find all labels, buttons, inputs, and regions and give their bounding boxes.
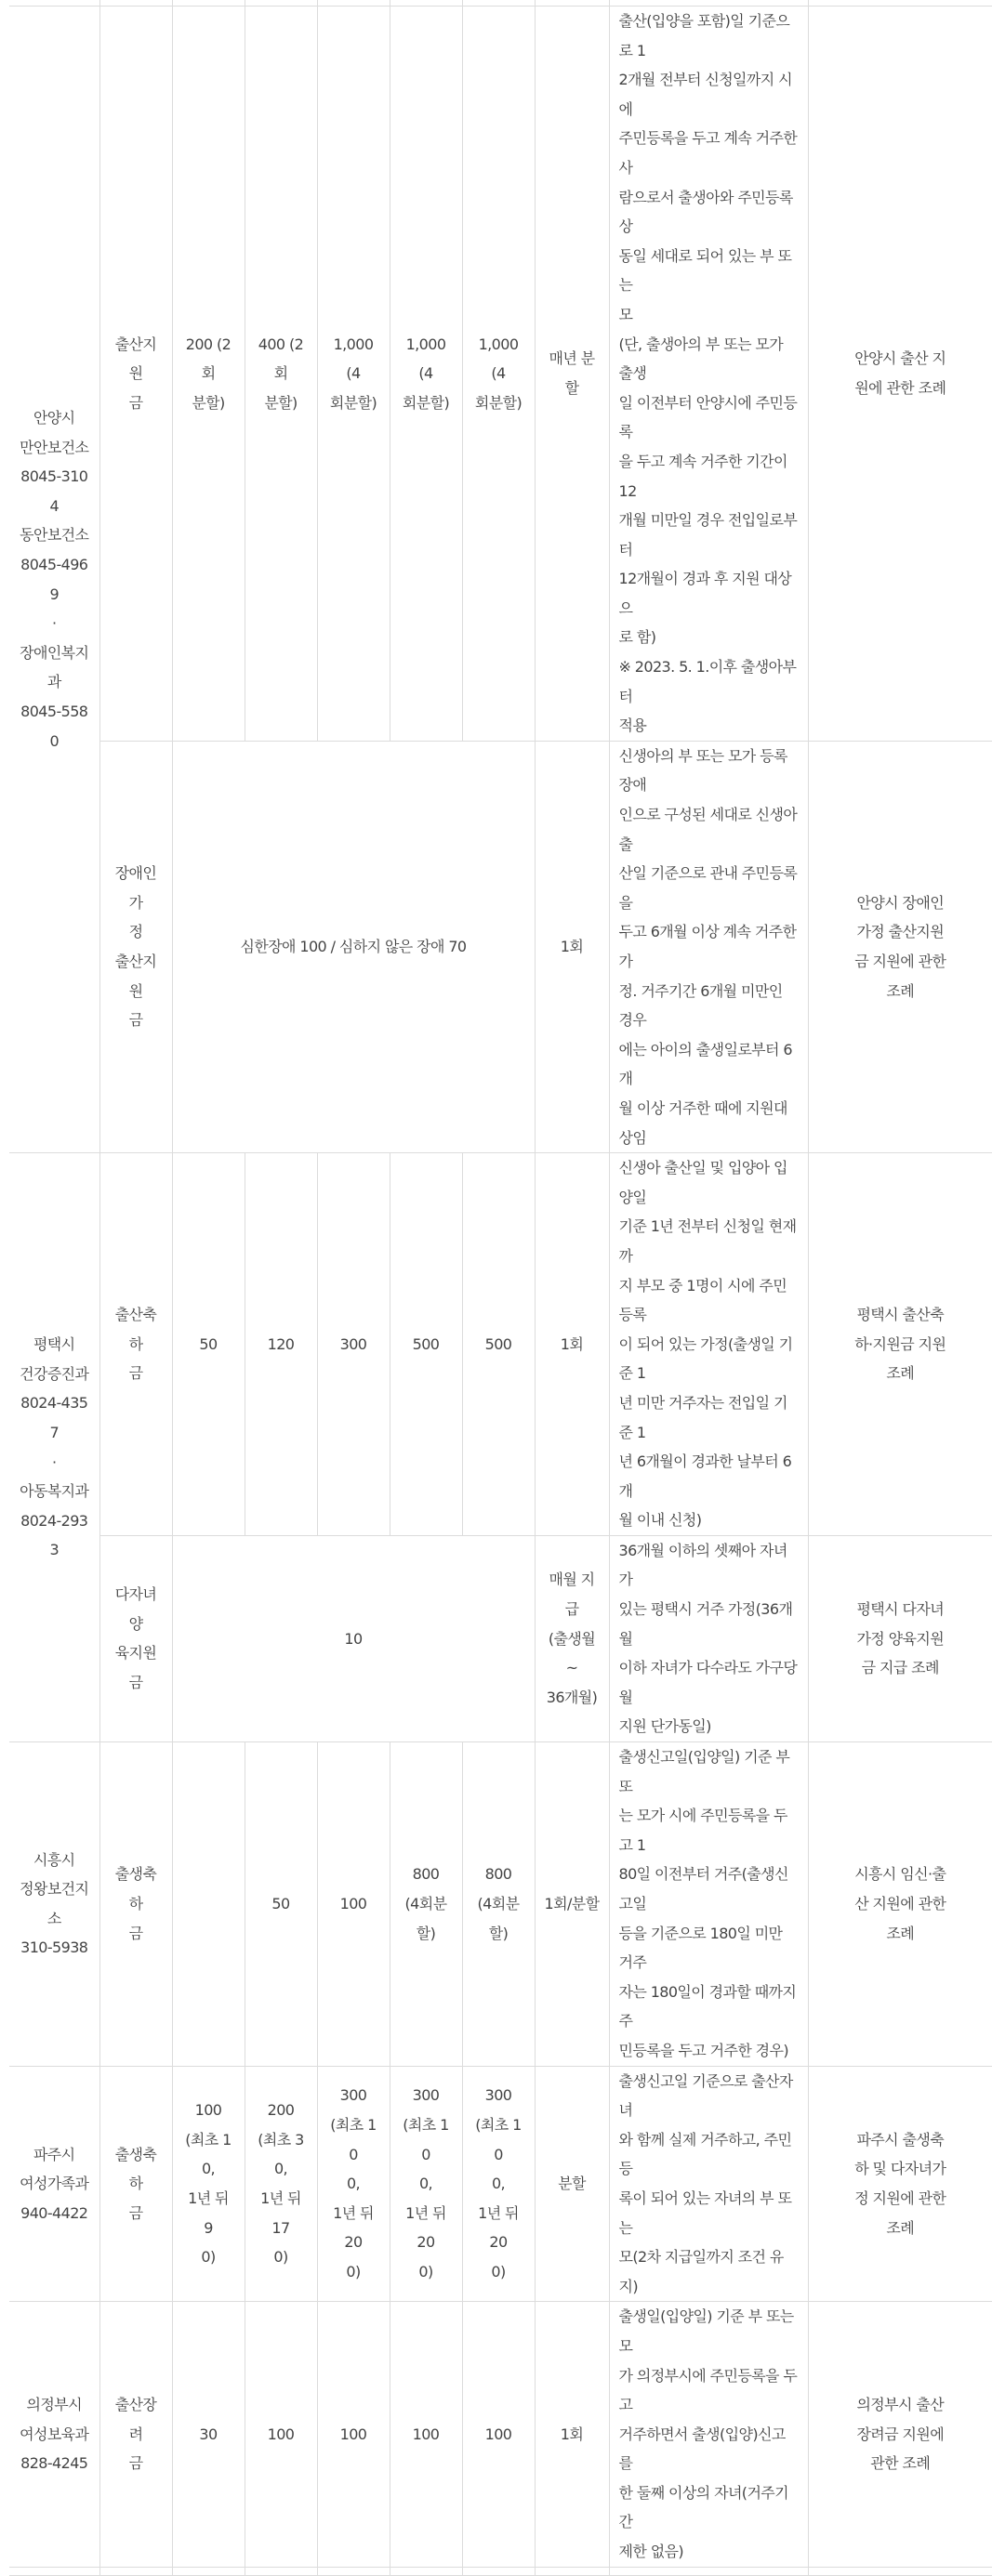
amount-fifth-child-cell: 800 (4회분 할) bbox=[462, 1742, 535, 2067]
table-cell bbox=[535, 2567, 609, 2575]
table-cell bbox=[9, 2567, 99, 2575]
table-cell bbox=[462, 2567, 535, 2575]
amount-merged-cell: 심한장애 100 / 심하지 않은 장애 70 bbox=[172, 741, 535, 1152]
amount-second-child-cell: 50 bbox=[245, 1742, 317, 2067]
birth-support-table bbox=[9, 0, 992, 2576]
amount-fourth-child-cell: 500 bbox=[390, 1153, 462, 1536]
payment-method-cell: 분할 bbox=[535, 2066, 609, 2302]
table-cell bbox=[808, 2567, 992, 2575]
region-cell: 파주시 여성가족과 940-4422 bbox=[9, 2066, 99, 2302]
ordinance-cell: 파주시 출생축 하 및 다자녀가 정 지원에 관한 조례 bbox=[808, 2066, 992, 2302]
table-cell bbox=[609, 2567, 808, 2575]
amount-third-child-cell: 100 bbox=[317, 2302, 390, 2567]
eligibility-condition-cell: 출산(입양을 포함)일 기준으로 1 2개월 전부터 신청일까지 시에 주민등록을 두고 계속 거주한 사 람으로서 출생아와 주민등록상 동일 세대로 되어 있는 부 또는 모 (단, 출생아의 부 또는 모가 출생 일 이전부터 안양시에 주민등록 을 두고 계속 거주한 기간이 12 개월 미만일 경우 전입일로부터 12개월이 경과 후 지원 대상으 로 함) ※ 2023. 5. 1.이후 출생아부터 적용 bbox=[609, 7, 808, 742]
amount-fifth-child-cell: 300 (최초 10 0, 1년 뒤 20 0) bbox=[462, 2066, 535, 2302]
table-cell bbox=[99, 2567, 172, 2575]
amount-first-child-cell bbox=[172, 1742, 245, 2067]
eligibility-condition-cell: 36개월 이하의 셋째아 자녀가 있는 평택시 거주 가정(36개월 이하 자녀가 다수라도 가구당 월 지원 단가동일) bbox=[609, 1535, 808, 1741]
amount-second-child-cell: 200 (최초 30, 1년 뒤 17 0) bbox=[245, 2066, 317, 2302]
amount-merged-cell: 10 bbox=[172, 1535, 535, 1741]
amount-fourth-child-cell: 100 bbox=[390, 2302, 462, 2567]
amount-third-child-cell: 300 (최초 10 0, 1년 뒤 20 0) bbox=[317, 2066, 390, 2302]
ordinance-cell: 안양시 출산 지 원에 관한 조례 bbox=[808, 7, 992, 742]
region-cell: 안양시 만안보건소 8045-3104 동안보건소 8045-4969 · 장애인복지 과 8045-5580 bbox=[9, 7, 99, 1153]
amount-third-child-cell: 100 bbox=[317, 1742, 390, 2067]
amount-second-child-cell: 120 bbox=[245, 1153, 317, 1536]
eligibility-condition-cell: 신생아의 부 또는 모가 등록장애 인으로 구성된 세대로 신생아 출 산일 기준으로 관내 주민등록을 두고 6개월 이상 계속 거주한 가 정. 거주기간 6개월 미만인 경우 에는 아이의 출생일로부터 6개 월 이상 거주한 때에 지원대상임 bbox=[609, 741, 808, 1152]
benefit-type-cell: 출산축하 금 bbox=[99, 1153, 172, 1536]
ordinance-cell: 평택시 다자녀 가정 양육지원 금 지급 조례 bbox=[808, 1535, 992, 1741]
amount-second-child-cell: 100 bbox=[245, 2302, 317, 2567]
table-row bbox=[9, 2302, 992, 2567]
amount-fifth-child-cell: 1,000 (4 회분할) bbox=[462, 7, 535, 742]
table-row bbox=[9, 1742, 992, 2067]
benefit-type-cell: 출생축하 금 bbox=[99, 1742, 172, 2067]
table-row bbox=[9, 2066, 992, 2302]
benefit-type-cell: 출산지원 금 bbox=[99, 7, 172, 742]
eligibility-condition-cell: 출생일(입양일) 기준 부 또는 모 가 의정부시에 주민등록을 두고 거주하면서 출생(입양)신고를 한 둘째 이상의 자녀(거주기간 제한 없음) bbox=[609, 2302, 808, 2567]
payment-method-cell: 1회 bbox=[535, 741, 609, 1152]
amount-fourth-child-cell: 800 (4회분 할) bbox=[390, 1742, 462, 2067]
table-cell bbox=[317, 2567, 390, 2575]
ordinance-cell: 시흥시 임신·출 산 지원에 관한 조례 bbox=[808, 1742, 992, 2067]
amount-fourth-child-cell: 300 (최초 10 0, 1년 뒤 20 0) bbox=[390, 2066, 462, 2302]
table-row bbox=[9, 2567, 992, 2575]
amount-fourth-child-cell: 1,000 (4 회분할) bbox=[390, 7, 462, 742]
region-cell: 평택시 건강증진과 8024-4357 · 아동복지과 8024-2933 bbox=[9, 1153, 99, 1742]
table-row bbox=[9, 741, 992, 1152]
amount-first-child-cell: 50 bbox=[172, 1153, 245, 1536]
table-cell bbox=[245, 2567, 317, 2575]
region-cell: 의정부시 여성보육과 828-4245 bbox=[9, 2302, 99, 2567]
payment-method-cell: 1회 bbox=[535, 2302, 609, 2567]
table-row bbox=[9, 1535, 992, 1741]
table-row bbox=[9, 7, 992, 742]
eligibility-condition-cell: 신생아 출산일 및 입양아 입양일 기준 1년 전부터 신청일 현재까 지 부모 중 1명이 시에 주민등록 이 되어 있는 가정(출생일 기준 1 년 미만 거주자는 전입일 기준 1 년 6개월이 경과한 날부터 6개 월 이내 신청) bbox=[609, 1153, 808, 1536]
table-row bbox=[9, 1153, 992, 1536]
amount-fifth-child-cell: 500 bbox=[462, 1153, 535, 1536]
table-cell bbox=[172, 2567, 245, 2575]
eligibility-condition-cell: 출생신고일(입양일) 기준 부 또 는 모가 시에 주민등록을 두고 1 80일 이전부터 거주(출생신고일 등을 기준으로 180일 미만 거주 자는 180일이 경과할 때까지 주 민등록을 두고 거주한 경우) bbox=[609, 1742, 808, 2067]
table-cell bbox=[390, 2567, 462, 2575]
amount-third-child-cell: 1,000 (4 회분할) bbox=[317, 7, 390, 742]
amount-first-child-cell: 200 (2회 분할) bbox=[172, 7, 245, 742]
amount-first-child-cell: 100 (최초 10, 1년 뒤 9 0) bbox=[172, 2066, 245, 2302]
eligibility-condition-cell: 출생신고일 기준으로 출산자녀 와 함께 실제 거주하고, 주민등 록이 되어 있는 자녀의 부 또는 모(2차 지급일까지 조건 유지) bbox=[609, 2066, 808, 2302]
benefit-type-cell: 출산장려 금 bbox=[99, 2302, 172, 2567]
payment-method-cell: 1회/분할 bbox=[535, 1742, 609, 2067]
amount-second-child-cell: 400 (2회 분할) bbox=[245, 7, 317, 742]
benefit-type-cell: 장애인가 정 출산지원 금 bbox=[99, 741, 172, 1152]
amount-first-child-cell: 30 bbox=[172, 2302, 245, 2567]
payment-method-cell: 1회 bbox=[535, 1153, 609, 1536]
payment-method-cell: 매년 분할 bbox=[535, 7, 609, 742]
amount-third-child-cell: 300 bbox=[317, 1153, 390, 1536]
ordinance-cell: 의정부시 출산 장려금 지원에 관한 조례 bbox=[808, 2302, 992, 2567]
benefit-type-cell: 다자녀 양 육지원금 bbox=[99, 1535, 172, 1741]
amount-fifth-child-cell: 100 bbox=[462, 2302, 535, 2567]
ordinance-cell: 안양시 장애인 가정 출산지원 금 지원에 관한 조례 bbox=[808, 741, 992, 1152]
ordinance-cell: 평택시 출산축 하·지원금 지원 조례 bbox=[808, 1153, 992, 1536]
region-cell: 시흥시 정왕보건지 소 310-5938 bbox=[9, 1742, 99, 2067]
payment-method-cell: 매월 지급 (출생월~ 36개월) bbox=[535, 1535, 609, 1741]
benefit-type-cell: 출생축하 금 bbox=[99, 2066, 172, 2302]
